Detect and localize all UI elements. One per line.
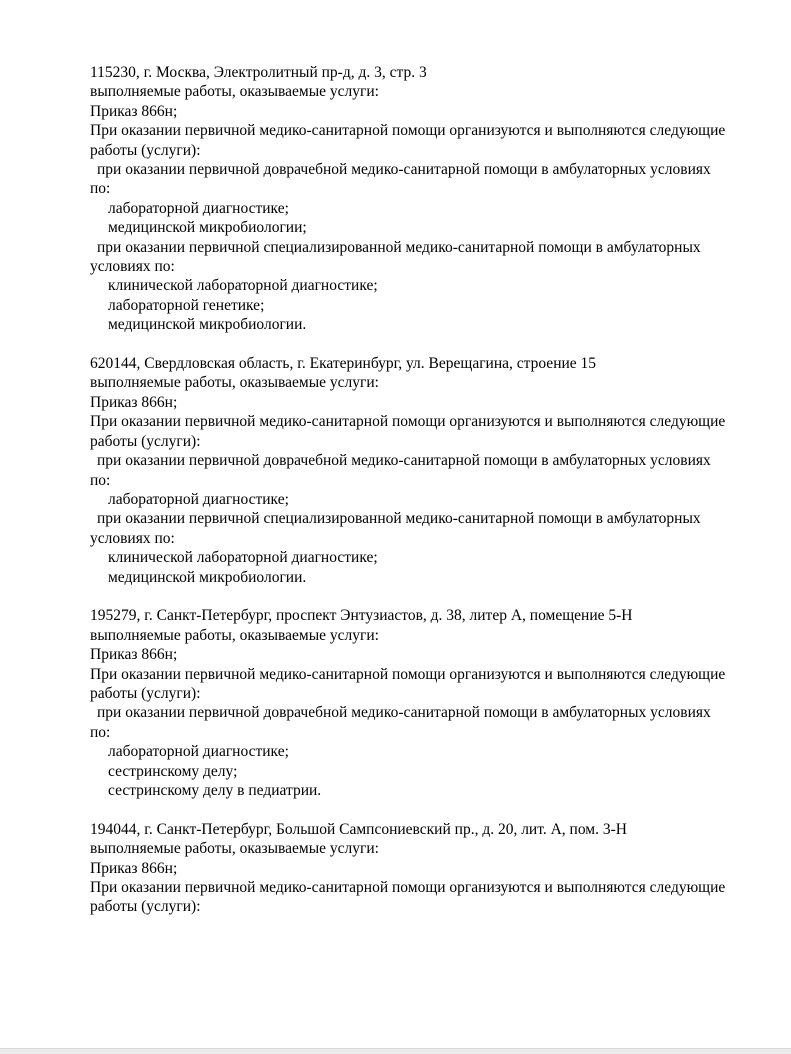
document-line: При оказании первичной медико-санитарной помощи организуются и выполняются следующие [90,879,726,897]
service-item-line: лабораторной диагностике; [108,199,289,217]
address-line: 195279, г. Санкт-Петербург, проспект Энтузиастов, д. 38, литер А, помещение 5-Н [90,607,633,625]
service-item-line: сестринскому делу в педиатрии. [108,782,322,799]
document-line: работы (услуги): [90,141,201,159]
service-item-line: медицинской микробиологии. [108,568,307,586]
service-group-line: при оказании первичной доврачебной медико-санитарной помощи в амбулаторных условиях [97,452,711,470]
document-line: Приказ 866н; [90,102,178,120]
document-line: по: [90,471,111,489]
document-line: работы (услуги): [90,898,201,916]
address-service-block [90,354,770,587]
address-line: 620144, Свердловская область, г. Екатеринбург, ул. Верещагина, строение 15 [90,355,597,373]
document-line: по: [90,723,111,741]
service-item-line: сестринскому делу; [108,762,238,780]
service-item-line: лабораторной диагностике; [108,743,289,761]
service-item-line: лабораторной диагностике; [108,490,289,508]
document-line: по: [90,180,111,198]
document-line: выполняемые работы, оказываемые услуги: [90,626,379,644]
service-group-line: при оказании первичной доврачебной медико-санитарной помощи в амбулаторных условиях [97,161,711,179]
address-service-block [90,63,770,335]
document-line: условиях по: [90,529,175,547]
address-line: 194044, г. Санкт-Петербург, Большой Сампсониевский пр., д. 20, лит. А, пом. 3-Н [90,820,627,838]
service-item-line: медицинской микробиологии. [108,316,307,334]
service-item-line: клинической лабораторной диагностике; [108,277,378,295]
horizontal-scrollbar-track[interactable] [0,1048,791,1054]
license-works-document [90,63,770,917]
document-line: выполняемые работы, оказываемые услуги: [90,374,379,392]
document-line: выполняемые работы, оказываемые услуги: [90,840,379,858]
document-line: выполняемые работы, оказываемые услуги: [90,83,379,101]
document-line: условиях по: [90,258,175,276]
document-line: Приказ 866н; [90,393,178,411]
document-line: работы (услуги): [90,432,201,450]
service-item-line: лабораторной генетике; [108,296,265,314]
document-line: Приказ 866н; [90,646,178,664]
service-item-line: клинической лабораторной диагностике; [108,549,378,567]
document-line: работы (услуги): [90,684,201,702]
document-line: При оказании первичной медико-санитарной помощи организуются и выполняются следующие [90,665,726,683]
service-group-line: при оказании первичной специализированной медико-санитарной помощи в амбулаторных [97,238,701,256]
document-line: Приказ 866н; [90,859,178,877]
address-service-block [90,820,770,917]
address-service-block [90,606,770,800]
document-line: При оказании первичной медико-санитарной помощи организуются и выполняются следующие [90,413,726,431]
service-group-line: при оказании первичной специализированной медико-санитарной помощи в амбулаторных [97,510,701,528]
service-group-line: при оказании первичной доврачебной медико-санитарной помощи в амбулаторных условиях [97,704,711,722]
service-item-line: медицинской микробиологии; [108,219,307,237]
document-line: При оказании первичной медико-санитарной помощи организуются и выполняются следующие [90,122,726,140]
address-line: 115230, г. Москва, Электролитный пр-д, д. 3, стр. 3 [90,64,427,81]
